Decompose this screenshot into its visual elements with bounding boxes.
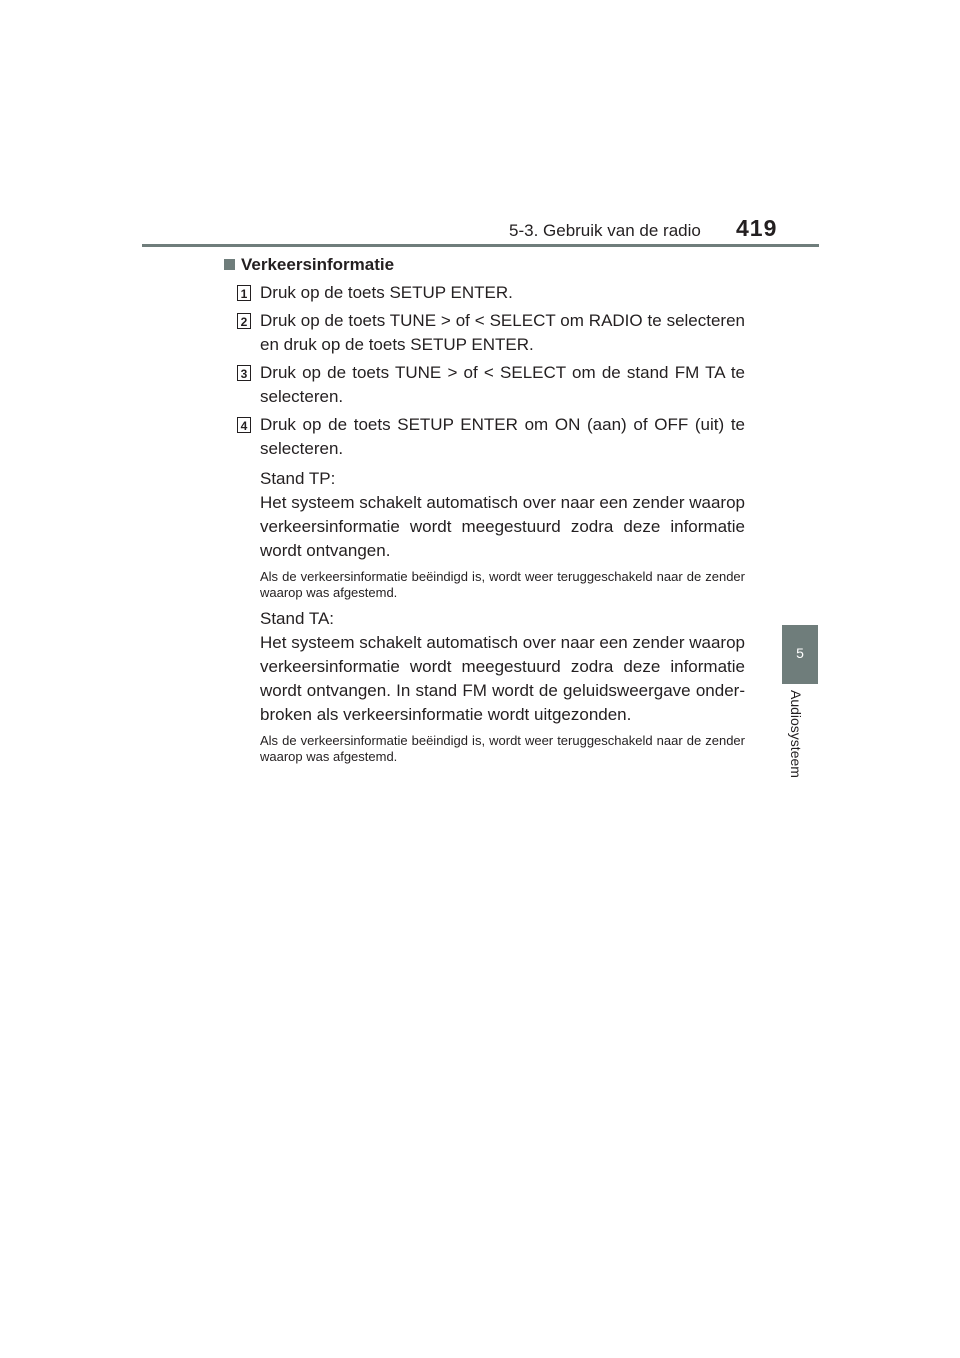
step-2 — [222, 309, 745, 357]
step-3-text: Druk op de toets TUNE > of < SELECT om de stand FM TA te selecteren. — [260, 363, 745, 406]
step-1-text: Druk op de toets SETUP ENTER. — [260, 283, 513, 302]
square-bullet-icon — [224, 259, 235, 270]
header-divider — [142, 244, 819, 247]
ta-note: Als de verkeersinformatie beëindigd is, wordt weer teruggeschakeld naar de zender waarop was afgestemd. — [260, 733, 745, 764]
step-number-3: 3 — [237, 365, 251, 381]
main-content — [222, 253, 745, 765]
section-heading: 5-3. Gebruik van de radio — [509, 221, 701, 240]
step-number-1: 1 — [237, 285, 251, 301]
section-title-text: Verkeersinformatie — [241, 255, 395, 274]
tp-note: Als de verkeersinformatie beëindigd is, wordt weer teruggeschakeld naar de zender waarop was afgestemd. — [260, 569, 745, 600]
tp-text: Het systeem schakelt automatisch over naar een zender waarop verkeersinformatie wordt meegestuurd zodra deze informatie wordt ontvangen. — [260, 493, 745, 560]
chapter-number: 5 — [796, 645, 804, 661]
tp-block — [222, 467, 745, 563]
step-2-text: Druk op de toets TUNE > of < SELECT om RADIO te selecteren en druk op de toets SETUP ENTER. — [260, 311, 745, 354]
step-3 — [222, 361, 745, 409]
chapter-label: Audiosysteem — [788, 690, 804, 778]
step-1 — [222, 281, 745, 305]
ta-text: Het systeem schakelt automatisch over naar een zender waarop verkeersinformatie wordt meegestuurd zodra deze informatie wordt ontvangen. In stand FM wordt de geluidsweergave onder-broken als verkeersinformatie wordt uitgezonden. — [260, 633, 745, 724]
step-4-text: Druk op de toets SETUP ENTER om ON (aan) of OFF (uit) te selecteren. — [260, 415, 745, 458]
ta-label: Stand TA: — [260, 609, 335, 628]
chapter-tab — [782, 625, 818, 684]
section-title — [222, 253, 745, 277]
step-4 — [222, 413, 745, 461]
page-number: 419 — [736, 215, 778, 241]
step-number-4: 4 — [237, 417, 251, 433]
step-number-2: 2 — [237, 313, 251, 329]
ta-block — [222, 607, 745, 727]
tp-label: Stand TP: — [260, 469, 336, 488]
